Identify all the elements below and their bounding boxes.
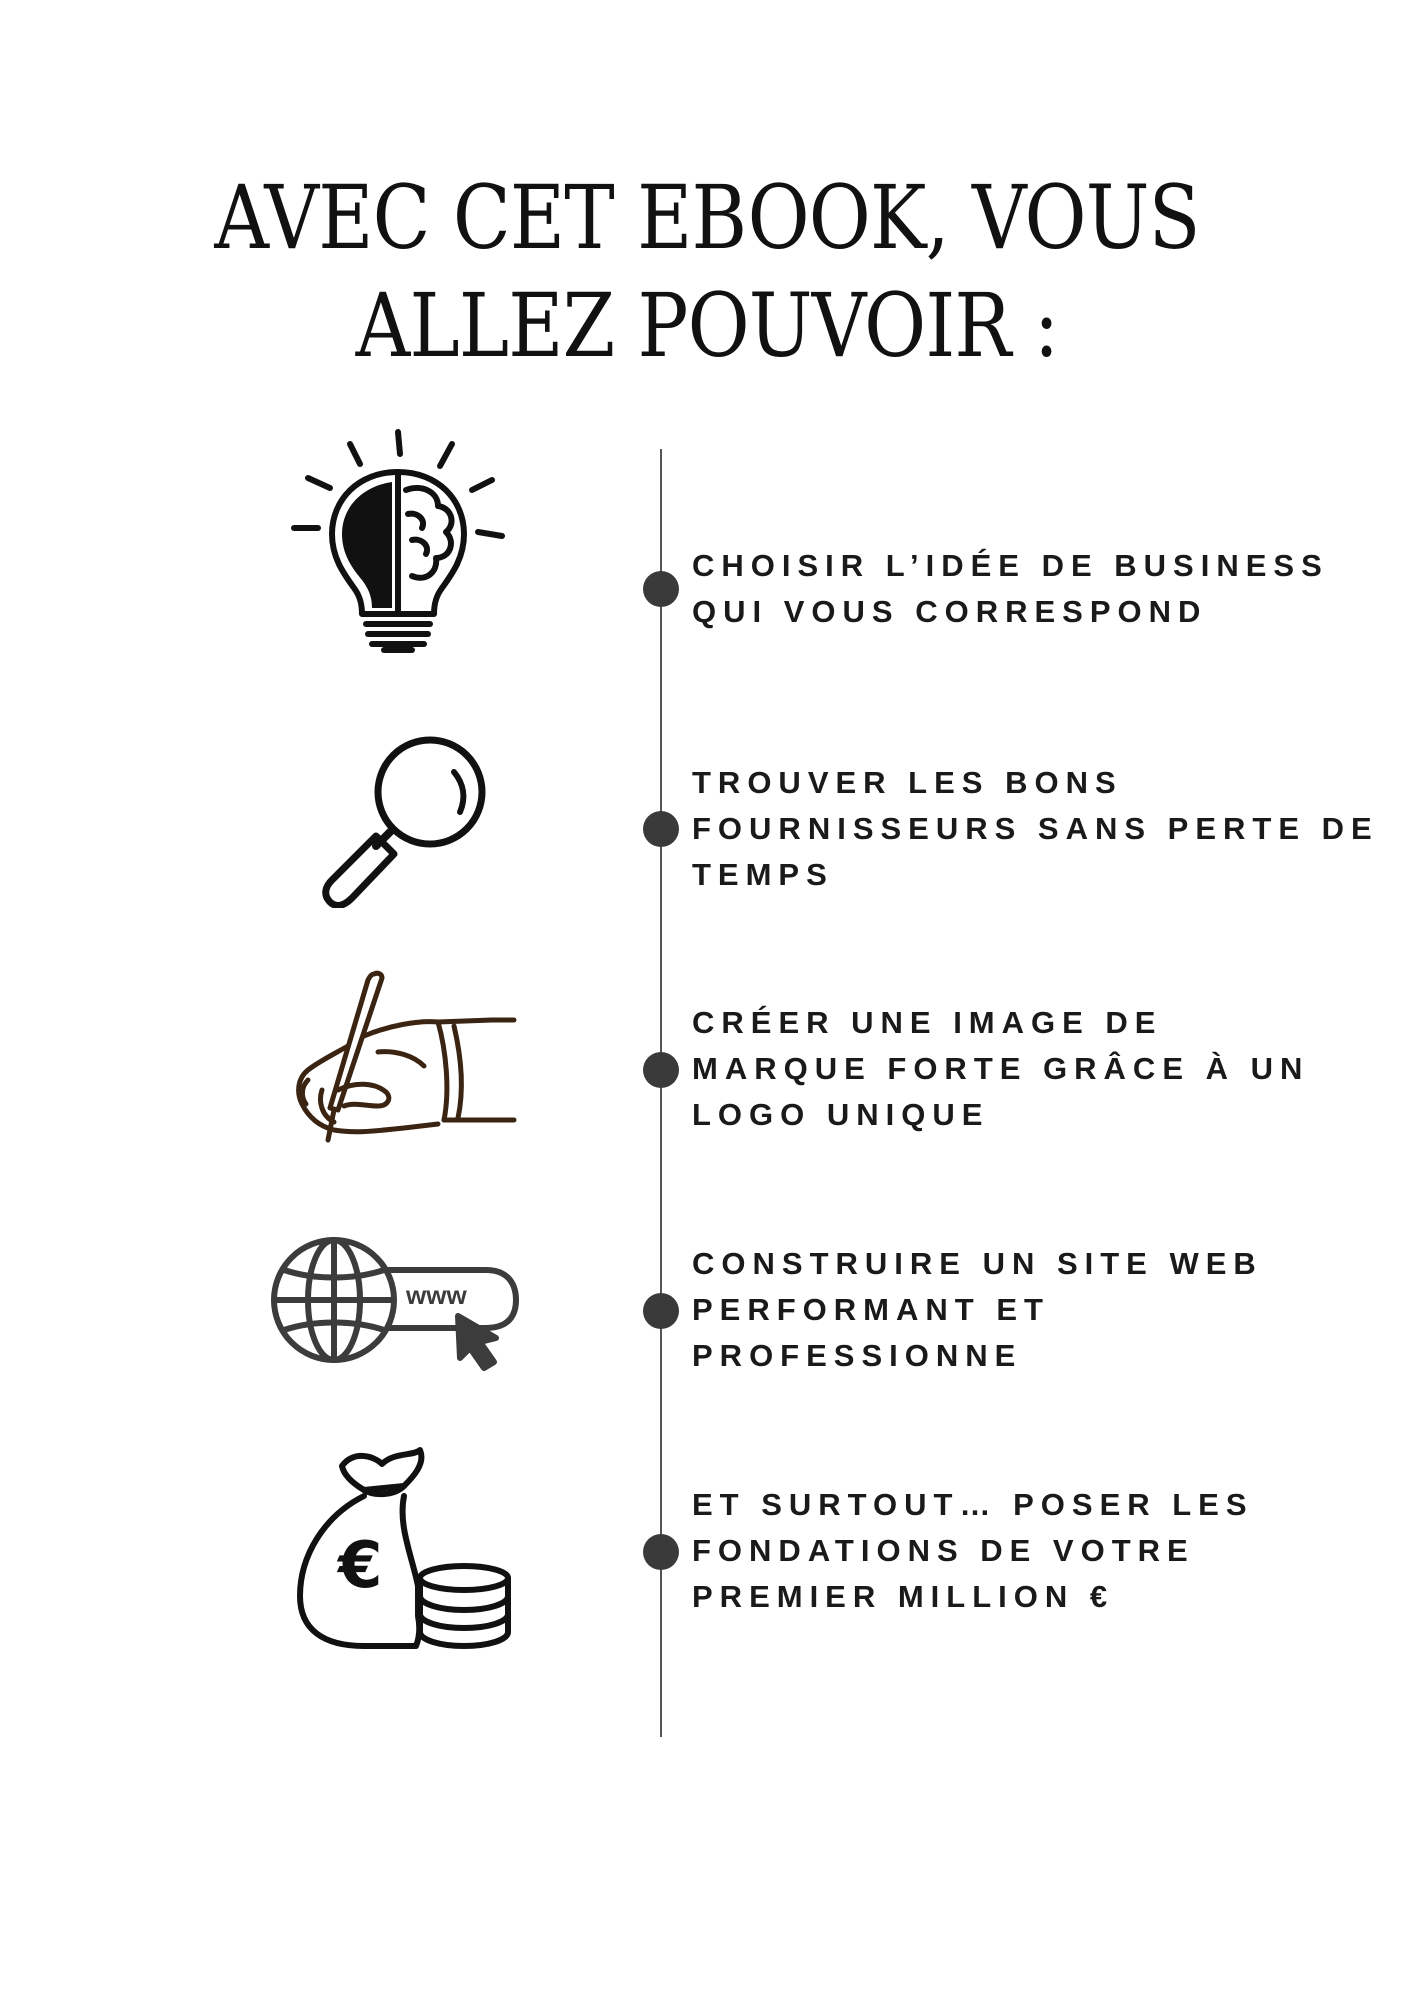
list-item-5-line-1: ET SURTOUT… POSER LES xyxy=(692,1487,1254,1522)
timeline-dot-3 xyxy=(643,1052,679,1088)
list-item-1 xyxy=(692,543,1392,635)
list-item-2-line-1: TROUVER LES BONS xyxy=(692,765,1123,800)
timeline-dot-2 xyxy=(643,811,679,847)
list-item-4 xyxy=(692,1241,1392,1379)
list-item-4-line-2: PERFORMANT ET xyxy=(692,1292,1050,1327)
page-title-line-2: ALLEZ POUVOIR : xyxy=(355,274,1059,377)
list-item-1-line-2: QUI VOUS CORRESPOND xyxy=(692,594,1208,629)
hand-writing-pen-icon xyxy=(278,970,518,1150)
list-item-1-line-1: CHOISIR L’IDÉE DE BUSINESS xyxy=(692,548,1329,583)
timeline-dot-1 xyxy=(643,571,679,607)
list-item-3 xyxy=(692,1000,1392,1138)
list-item-2 xyxy=(692,760,1392,898)
list-item-3-line-1: CRÉER UNE IMAGE DE xyxy=(692,1005,1163,1040)
page-title xyxy=(99,164,1315,380)
euro-symbol: € xyxy=(338,1529,383,1603)
timeline-dot-5 xyxy=(643,1534,679,1570)
www-label: www xyxy=(406,1280,467,1310)
money-bag-euro-icon xyxy=(294,1446,514,1656)
magnifying-glass-icon xyxy=(318,732,494,908)
list-item-4-line-1: CONSTRUIRE UN SITE WEB xyxy=(692,1246,1263,1281)
list-item-5-line-3: PREMIER MILLION € xyxy=(692,1579,1115,1614)
timeline-dot-4 xyxy=(643,1293,679,1329)
list-item-3-line-2: MARQUE FORTE GRÂCE À UN xyxy=(692,1051,1310,1086)
list-item-5 xyxy=(692,1482,1392,1620)
lightbulb-brain-icon xyxy=(288,428,508,658)
globe-www-cursor-icon xyxy=(270,1234,522,1384)
list-item-2-line-2: FOURNISSEURS SANS PERTE DE xyxy=(692,811,1379,846)
list-item-5-line-2: FONDATIONS DE VOTRE xyxy=(692,1533,1195,1568)
page-title-line-1: AVEC CET EBOOK, VOUS xyxy=(214,166,1200,269)
list-item-4-line-3: PROFESSIONNE xyxy=(692,1338,1023,1373)
list-item-2-line-3: TEMPS xyxy=(692,857,834,892)
list-item-3-line-3: LOGO UNIQUE xyxy=(692,1097,990,1132)
